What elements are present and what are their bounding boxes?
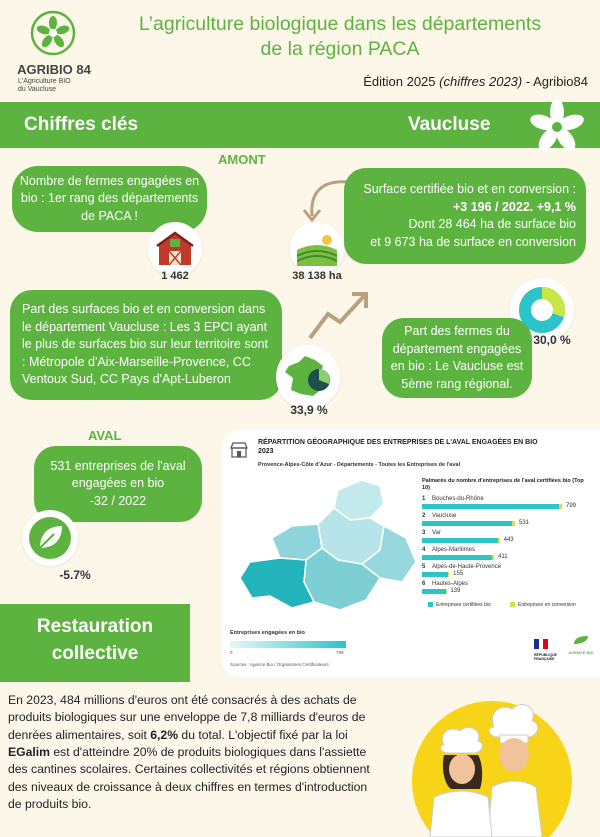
gov-logo (534, 636, 558, 662)
resto-p2: L'objectif fixé par la loi (228, 727, 348, 742)
france-pie-icon (283, 354, 333, 400)
amont-label: AMONT (218, 152, 266, 167)
bouches-du-rhone-region (240, 558, 314, 608)
ranking-rank: 2 (422, 513, 426, 519)
resto-p1-bold: 6,2% (150, 727, 179, 742)
ranking-value: 411 (498, 554, 508, 560)
page-title-line1: L’agriculture biologique dans les départements (138, 13, 542, 35)
ranking-row (422, 513, 582, 530)
map-legend-gradient (230, 641, 346, 648)
ranking-chart (422, 496, 598, 606)
legend-certified (428, 602, 491, 608)
ranking-value: 139 (450, 588, 461, 594)
ranking-value: 531 (519, 520, 530, 526)
farms-share-value: 30,0 % (533, 333, 571, 347)
resto-text (8, 692, 374, 813)
ranking-rank: 6 (422, 581, 426, 587)
map-legend-title: Entreprises engagées en bio (230, 630, 305, 636)
map-source: Sources : Agence Bio / Organismes Certificateurs (230, 662, 329, 667)
ranking-rank: 3 (422, 530, 426, 536)
ranking-title: Palmarès du nombre d'entreprises de l'aval certifiées bio (Top 10) (422, 478, 584, 492)
surface-share-text: Part des surfaces bio et en conversion dans le département Vaucluse : Les 3 EPCI ayant le plus de surfaces bio sur leur territoire sont : Métropole d'Aix-Marseille-Provence, CC Ventoux Sud, CC Pays d'Apt-Luberon (22, 302, 268, 387)
edition-line (363, 74, 588, 89)
ranking-bar-conversion (492, 555, 494, 560)
edition-suffix: - Agribio84 (522, 74, 588, 89)
surface-bubble (344, 168, 586, 264)
resto-title (0, 614, 190, 667)
legend-conversion-label: Entreprises en conversion (518, 602, 576, 608)
farms-share-text: Part des fermes du département engagées en bio : Le Vaucluse est 5ème rang régional. (390, 324, 524, 391)
ranking-row (422, 581, 582, 598)
ranking-label: Hautes-Alpes (432, 581, 469, 587)
ranking-row (422, 564, 582, 581)
surface-growth: +3 196 / 2022. +9,1 % (452, 199, 576, 214)
aval-change-value: -5.7% (59, 568, 91, 582)
gov-label: RÉPUBLIQUE FRANÇAISE (534, 653, 557, 661)
ranking-value: 155 (453, 571, 464, 577)
fields-icon-circle (290, 222, 344, 276)
surface-line1: Surface certifiée bio et en conversion : (363, 182, 576, 196)
leaf-icon (28, 516, 72, 560)
ranking-bar-conversion (498, 538, 500, 543)
ranking-bar-conversion (512, 521, 515, 526)
ranking-value: 443 (503, 537, 514, 543)
legend-certified-swatch (428, 602, 433, 607)
legend-conversion (510, 602, 576, 608)
page-title (95, 12, 585, 63)
white-flower-icon (526, 96, 588, 158)
ranking-bar-conversion (559, 504, 562, 509)
growth-arrow-icon (306, 290, 372, 342)
farms-count-text: Nombre de fermes engagées en bio : 1er rang des départements de PACA ! (19, 173, 200, 223)
legend-conversion-swatch (510, 602, 515, 607)
barn-icon-circle (148, 222, 202, 276)
aval-change-text: -32 / 2022 (89, 493, 147, 508)
aval-companies-text: 531 entreprises de l'aval engagées en bio (50, 458, 186, 491)
map-title-line1: RÉPARTITION GÉOGRAPHIQUE DES ENTREPRISES DE L'AVAL ENGAGÉES EN BIO (258, 439, 538, 446)
edition-figures: (chiffres 2023) (439, 74, 523, 89)
barn-icon (155, 231, 195, 267)
farms-count-value: 1 462 (161, 270, 189, 282)
logo-subtitle-1: L'Agriculture BIO (18, 78, 71, 85)
resto-p1: En 2023, 484 millions d'euros ont été consacrés à des achats de produits biologiques sur une enveloppe de 7,8 milliards d'euros de denrées alimentaires, soit (8, 693, 366, 742)
ranking-label: Alpes-de-Haute-Provence (432, 564, 502, 570)
marianne-icon (534, 639, 548, 649)
ranking-label: Var (432, 530, 441, 536)
surface-conversion: et 9 673 ha de surface en conversion (370, 234, 576, 249)
ranking-bar-certified (422, 521, 512, 526)
legend-certified-label: Entreprises certifiées bio (436, 602, 491, 608)
agribio-logo (14, 10, 94, 95)
ranking-bar-certified (422, 538, 498, 543)
farms-share-bubble (382, 318, 532, 398)
map-legend-min: 0 (230, 650, 233, 655)
map-title-line2: 2023 (258, 447, 274, 455)
ranking-value: 799 (566, 503, 577, 509)
ranking-rank: 5 (422, 564, 426, 570)
chefs-illustration (392, 697, 592, 837)
ranking-rank: 1 (422, 496, 426, 502)
surface-value: 38 138 ha (292, 270, 342, 282)
ranking-row (422, 530, 582, 547)
map-subtitle: Provence-Alpes-Côte d'Azur - Départements - Toutes les Entreprises de l'aval (258, 462, 461, 468)
ranking-bar-conversion (446, 589, 447, 594)
ranking-bar-certified (422, 589, 446, 594)
shop-icon (230, 442, 248, 458)
flower-logo-icon (30, 10, 76, 56)
resto-p2-end: est d'atteindre 20% de produits biologiques dans l'assiette des cantines scolaires. (8, 744, 367, 777)
ranking-rank: 4 (422, 547, 426, 553)
ranking-row (422, 496, 582, 513)
leaf-icon-circle (22, 510, 78, 566)
logo-name: AGRIBIO 84 (17, 62, 91, 77)
surface-share-bubble (10, 290, 282, 400)
ranking-bar-certified (422, 504, 559, 509)
agence-bio-leaf-icon (570, 635, 592, 645)
page-title-line2: de la région PACA (260, 38, 420, 61)
resto-p3: Certaines collectivités et régions obtiennent des niveaux de croissance à deux chiffres en termes d'introduction de produits bio. (8, 762, 370, 811)
map-legend-max: 799 (336, 650, 344, 655)
ranking-label: Vaucluse (432, 513, 457, 519)
resto-title-line1: Restauration (36, 616, 154, 637)
department-title: Vaucluse (408, 114, 491, 135)
surface-share-value: 33,9 % (290, 403, 328, 417)
ranking-bar-certified (422, 572, 448, 577)
logo-subtitle-2: du Vaucluse (18, 86, 57, 93)
edition-prefix: Édition 2025 (363, 74, 440, 89)
key-figures-title: Chiffres clés (24, 114, 139, 135)
map-card (222, 430, 600, 677)
aval-label: AVAL (88, 428, 122, 443)
ranking-label: Alpes-Maritimes (432, 547, 476, 553)
surface-bio: Dont 28 464 ha de surface bio (408, 217, 576, 231)
ranking-row (422, 547, 582, 564)
resto-title-line2: collective (51, 642, 139, 664)
agence-bio-logo (568, 632, 594, 666)
fields-icon (297, 232, 337, 266)
region-map-circle (276, 345, 340, 409)
map-title (258, 439, 594, 457)
agence-bio-label: AGENCE BIO (568, 650, 594, 655)
ranking-bar-certified (422, 555, 492, 560)
paca-map (230, 478, 420, 628)
ranking-bar-conversion (448, 572, 449, 577)
resto-p2-bold: EGalim (8, 744, 50, 759)
resto-p1-end: du total. (178, 727, 225, 742)
ranking-label: Bouches-du-Rhône (432, 496, 484, 502)
